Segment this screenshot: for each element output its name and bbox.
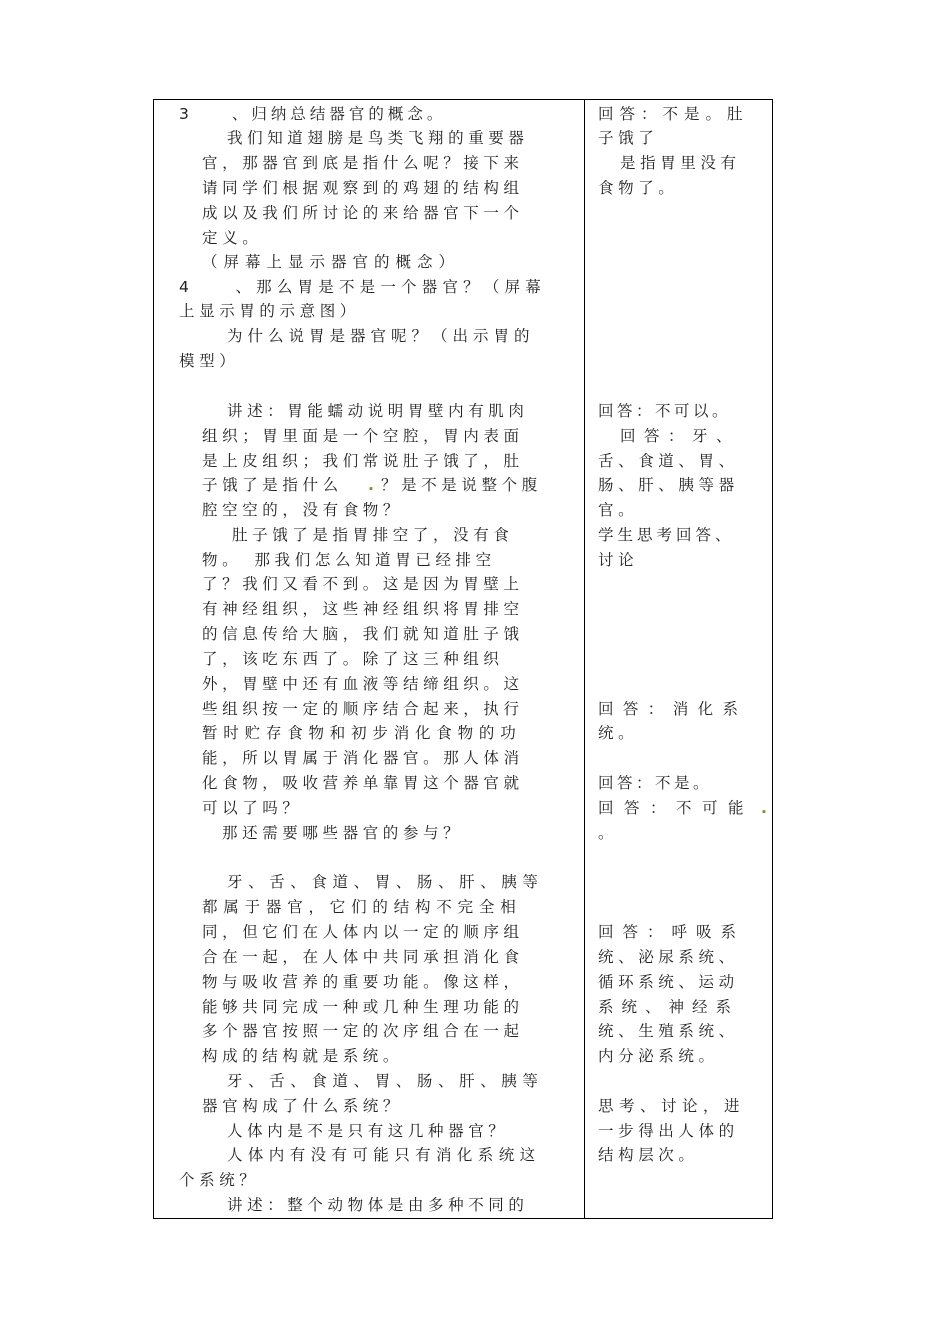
text-line: 都属于器官，它们的结构不完全相 xyxy=(202,898,522,916)
text-line: 个系统？ xyxy=(179,1171,260,1189)
text-line: 循环系统、运动 xyxy=(598,973,739,991)
text-line: 内分泌系统。 xyxy=(598,1047,719,1065)
text-line: 统。 xyxy=(598,724,639,742)
text-line: 牙、舌、食道、胃、肠、肝、胰等 xyxy=(227,1072,544,1090)
text-line: 系统、神经系 xyxy=(598,998,740,1016)
text-line: 一步得出人体的 xyxy=(598,1122,739,1140)
text-line: 回答：不可能 xyxy=(598,799,755,817)
text-line: 官，那器官到底是指什么呢？接下来 xyxy=(202,154,524,172)
text-line: 牙、舌、食道、胃、肠、肝、胰等 xyxy=(227,873,544,891)
text-line: 成以及我们所讨论的来给器官下一个 xyxy=(202,204,524,222)
text-line: 肚子饿了是指胃排空了，没有食 xyxy=(232,526,514,544)
text-line: 回答：不是。肚 xyxy=(598,105,749,123)
text-line: 统、泌尿系统、 xyxy=(598,948,739,966)
text-line: 构成的结构就是系统。 xyxy=(202,1047,404,1065)
text-line: 是上皮组织；我们常说肚子饿了，肚 xyxy=(202,452,524,470)
column-divider xyxy=(584,100,585,1218)
text-line: 子饿了 xyxy=(598,129,659,147)
text-line: 3 、归纳总结器官的概念。 xyxy=(179,105,447,123)
text-line: 人体内是不是只有这几种器官？ xyxy=(227,1122,509,1140)
text-line: 讲述：胃能蠕动说明胃壁内有肌肉 xyxy=(227,402,529,420)
text-line: 些组织按一定的顺序结合起来，执行 xyxy=(202,700,524,718)
text-line: 官。 xyxy=(598,501,639,519)
text-line: 是指胃里没有 xyxy=(620,154,741,172)
highlight-dot: . xyxy=(761,799,767,817)
text-line: 同，但它们在人体内以一定的顺序组 xyxy=(202,923,524,941)
text-line: 多个器官按照一定的次序组合在一起 xyxy=(202,1022,524,1040)
text-line: 舌、食道、胃、 xyxy=(598,452,739,470)
text-line: 回答：牙、 xyxy=(620,427,741,445)
text-line: 了？我们又看不到。这是因为胃壁上 xyxy=(202,575,524,593)
text-line: 人体内有没有可能只有消化系统这 xyxy=(227,1146,541,1164)
text-line: 的信息传给大脑，我们就知道肚子饿 xyxy=(202,625,524,643)
text-line: 回答：不可以。 xyxy=(598,402,732,420)
text-line: 模型） xyxy=(179,352,240,370)
text-line: 能，所以胃属于消化器官。那人体消 xyxy=(202,749,524,767)
text-line: 外，胃壁中还有血液等结缔组织。这 xyxy=(202,675,524,693)
text-line: 那还需要哪些器官的参与？ xyxy=(222,824,464,842)
text-line: （屏幕上显示器官的概念） xyxy=(202,253,461,271)
text-line: 思考、讨论，进 xyxy=(598,1097,746,1115)
text-line: 为什么说胃是器官呢？（出示胃的 xyxy=(227,327,535,345)
text-line: 讲述：整个动物体是由多种不同的 xyxy=(227,1196,529,1214)
text-line: 。 xyxy=(598,824,614,842)
text-line: 上显示胃的示意图） xyxy=(179,302,360,320)
text-line: 器官构成了什么系统？ xyxy=(202,1097,404,1115)
text-line: 暂时贮存食物和初步消化食物的功 xyxy=(202,724,522,742)
text-line: 回答：不是。 xyxy=(598,774,713,792)
text-line: 物。 那我们怎么知道胃已经排空 xyxy=(202,551,496,569)
text-line: 了，该吃东西了。除了这三种组织 xyxy=(202,650,504,668)
lesson-table xyxy=(153,99,773,1219)
text-line: 子饿了是指什么 xyxy=(202,476,343,494)
highlight-dot: . xyxy=(368,476,374,494)
text-line: 可以了吗？ xyxy=(202,799,303,817)
text-line: 4 、那么胃是不是一个器官？（屏幕 xyxy=(179,278,546,296)
text-line: 统、生殖系统、 xyxy=(598,1022,739,1040)
text-line: 结构层次。 xyxy=(598,1146,699,1164)
text-line: ？是不是说整个腹 xyxy=(381,476,542,494)
text-line: 讨论 xyxy=(598,551,639,569)
text-line: 有神经组织，这些神经组织将胃排空 xyxy=(202,600,524,618)
text-line: 学生思考回答、 xyxy=(598,526,735,544)
text-line: 化食物，吸收营养单靠胃这个器官就 xyxy=(202,774,524,792)
text-line: 腔空空的，没有食物？ xyxy=(202,501,404,519)
text-line: 请同学们根据观察到的鸡翅的结构组 xyxy=(202,179,524,197)
text-line: 食物了。 xyxy=(598,179,679,197)
text-line: 回答：消化系 xyxy=(598,700,748,718)
text-line: 定义。 xyxy=(202,229,263,247)
text-line: 肠、肝、胰等器 xyxy=(598,476,739,494)
text-line: 我们知道翅膀是鸟类飞翔的重要器 xyxy=(227,129,529,147)
text-line: 合在一起，在人体中共同承担消化食 xyxy=(202,948,524,966)
text-line: 物与吸收营养的重要功能。像这样， xyxy=(202,973,524,991)
text-line: 组织；胃里面是一个空腔，胃内表面 xyxy=(202,427,524,445)
text-line: 回答：呼吸系 xyxy=(598,923,746,941)
text-line: 能够共同完成一种或几种生理功能的 xyxy=(202,998,524,1016)
